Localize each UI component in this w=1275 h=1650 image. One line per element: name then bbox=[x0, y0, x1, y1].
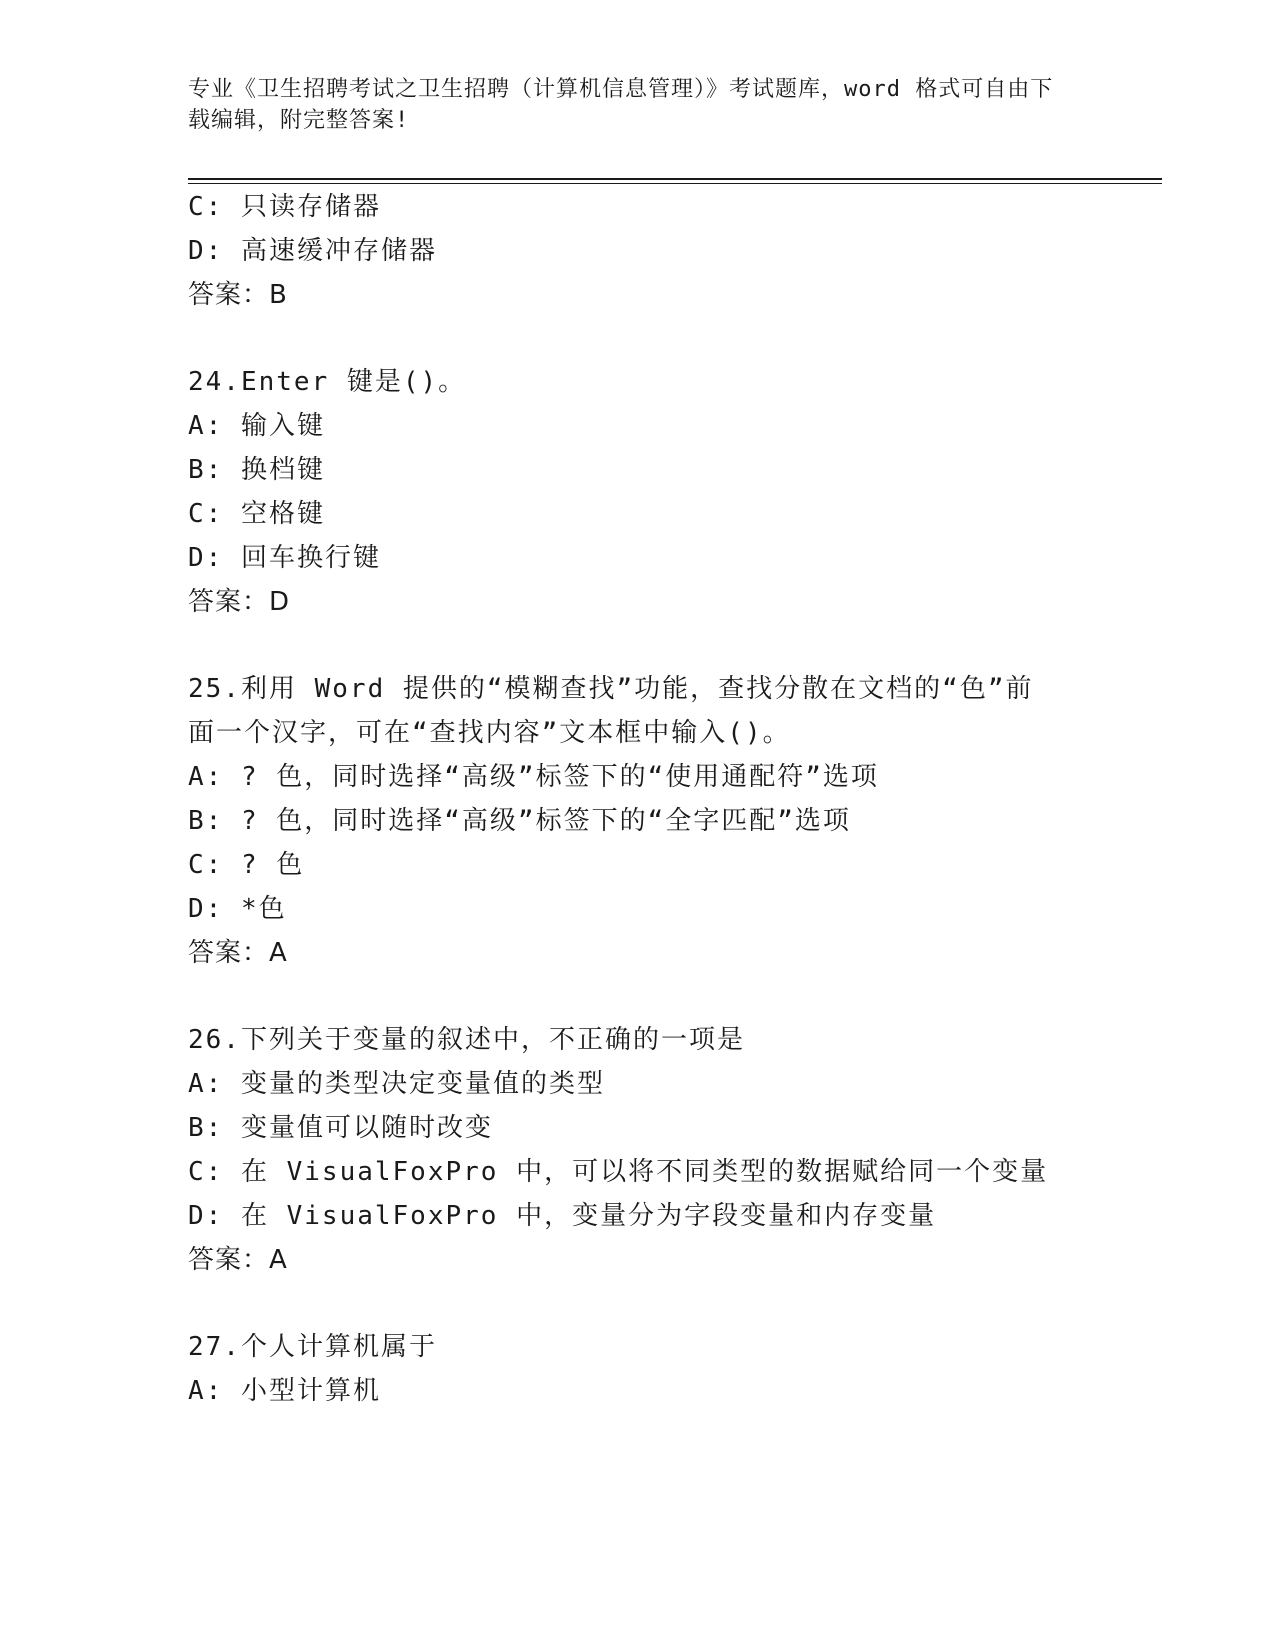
q26-option-c: C: 在 VisualFoxPro 中，可以将不同类型的数据赋给同一个变量 bbox=[188, 1157, 1049, 1187]
q25-option-a: A: ? 色，同时选择“高级”标签下的“使用通配符”选项 bbox=[188, 762, 879, 792]
q23-option-d: D: 高速缓冲存储器 bbox=[188, 236, 437, 266]
q24-option-a: A: 输入键 bbox=[188, 411, 325, 441]
q24-option-c: C: 空格键 bbox=[188, 499, 325, 529]
q24-stem: 24.Enter 键是()。 bbox=[188, 367, 467, 397]
q24-option-b: B: 换档键 bbox=[188, 455, 325, 485]
q27-option-a: A: 小型计算机 bbox=[188, 1376, 381, 1406]
q27-stem: 27.个人计算机属于 bbox=[188, 1332, 437, 1362]
q25-answer: 答案：A bbox=[188, 938, 288, 968]
q25-option-c: C: ? 色 bbox=[188, 850, 305, 880]
document-intro: 专业《卫生招聘考试之卫生招聘（计算机信息管理）》考试题库，word 格式可自由下载编辑，附完整答案! bbox=[188, 77, 1054, 133]
q25-stem-line1: 25.利用 Word 提供的“模糊查找”功能，查找分散在文档的“色”前 bbox=[188, 674, 1034, 704]
q25-stem-line2: 面一个汉字，可在“查找内容”文本框中输入()。 bbox=[188, 718, 791, 748]
q24-answer: 答案：D bbox=[188, 587, 291, 617]
q25-option-d: D: *色 bbox=[188, 894, 287, 924]
q23-answer: 答案：B bbox=[188, 280, 288, 310]
header-rule-thick bbox=[188, 178, 1162, 180]
q26-option-b: B: 变量值可以随时改变 bbox=[188, 1113, 493, 1143]
q26-option-d: D: 在 VisualFoxPro 中，变量分为字段变量和内存变量 bbox=[188, 1201, 937, 1231]
q23-option-c: C: 只读存储器 bbox=[188, 192, 381, 222]
q24-option-d: D: 回车换行键 bbox=[188, 543, 381, 573]
header-rule-thin bbox=[188, 183, 1162, 184]
q26-answer: 答案：A bbox=[188, 1245, 288, 1275]
q26-stem: 26.下列关于变量的叙述中，不正确的一项是 bbox=[188, 1025, 745, 1055]
q26-option-a: A: 变量的类型决定变量值的类型 bbox=[188, 1069, 605, 1099]
q25-option-b: B: ? 色，同时选择“高级”标签下的“全字匹配”选项 bbox=[188, 806, 851, 836]
